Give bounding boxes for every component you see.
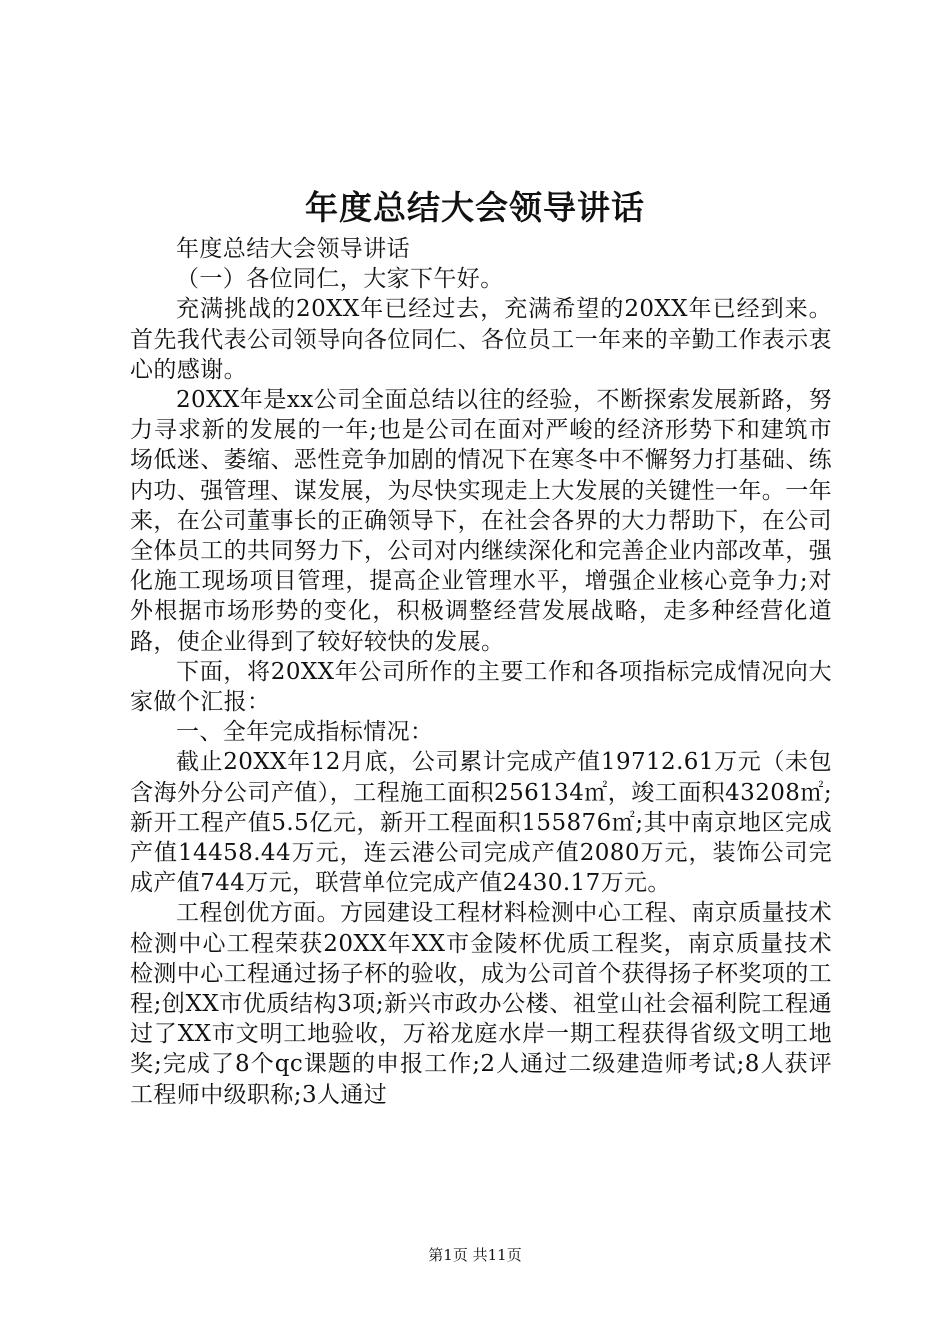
paragraph-output-figures: 截止20XX年12月底，公司累计完成产值19712.61万元（未包含海外分公司产值），工程施工面积256134㎡，竣工面积43208㎡;新开工程产值5.5亿元，新开工程面积155876㎡;其中南京地区完成产值14458.44万元，连云港公司完成产值2080万元，装饰公司完成产值744万元，联营单位完成产值2430.17万元。	[130, 749, 832, 897]
paragraph-year-overview: 20XX年是xx公司全面总结以往的经验，不断探索发展新路，努力寻求新的发展的一年;也是公司在面对严峻的经济形势下和建筑市场低迷、萎缩、恶性竞争加剧的情况下在寒冬中不懈努力打基础、练内功、强管理、谋发展，为尽快实现走上大发展的关键性一年。一年来，在公司董事长的正确领导下，在社会各界的大力帮助下，在公司全体员工的共同努力下，公司对内继续深化和完善企业内部改革，强化施工现场项目管理，提高企业管理水平，增强企业核心竞争力;对外根据市场形势的变化，积极调整经营发展战略，走多种经营化道路，使企业得到了较好较快的发展。	[130, 387, 832, 655]
paragraph-report-intro: 下面，将20XX年公司所作的主要工作和各项指标完成情况向大家做个汇报：	[130, 658, 832, 716]
document-title: 年度总结大会领导讲话	[305, 188, 645, 227]
page-footer: 第1页 共11页	[428, 1246, 522, 1264]
section-heading-indicators: 一、全年完成指标情况：	[176, 719, 434, 746]
document-body	[130, 234, 832, 1110]
paragraph-quality-awards: 工程创优方面。方园建设工程材料检测中心工程、南京质量技术检测中心工程荣获20XX年XX市金陵杯优质工程奖，南京质量技术检测中心工程通过扬子杯的验收，成为公司首个获得扬子杯奖项的工程;创XX市优质结构3项;新兴市政办公楼、祖堂山社会福利院工程通过了XX市文明工地验收，万裕龙庭水岸一期工程获得省级文明工地奖;完成了8个qc课题的申报工作;2人通过二级建造师考试;8人获评工程师中级职称;3人通过	[130, 900, 832, 1108]
paragraph-subtitle: 年度总结大会领导讲话	[176, 236, 410, 262]
paragraph-greeting: （一）各位同仁，大家下午好。	[176, 266, 504, 293]
paragraph-opening: 充满挑战的20XX年已经过去，充满希望的20XX年已经到来。首先我代表公司领导向各位同仁、各位员工一年来的辛勤工作表示衷心的感谢。	[130, 296, 832, 383]
